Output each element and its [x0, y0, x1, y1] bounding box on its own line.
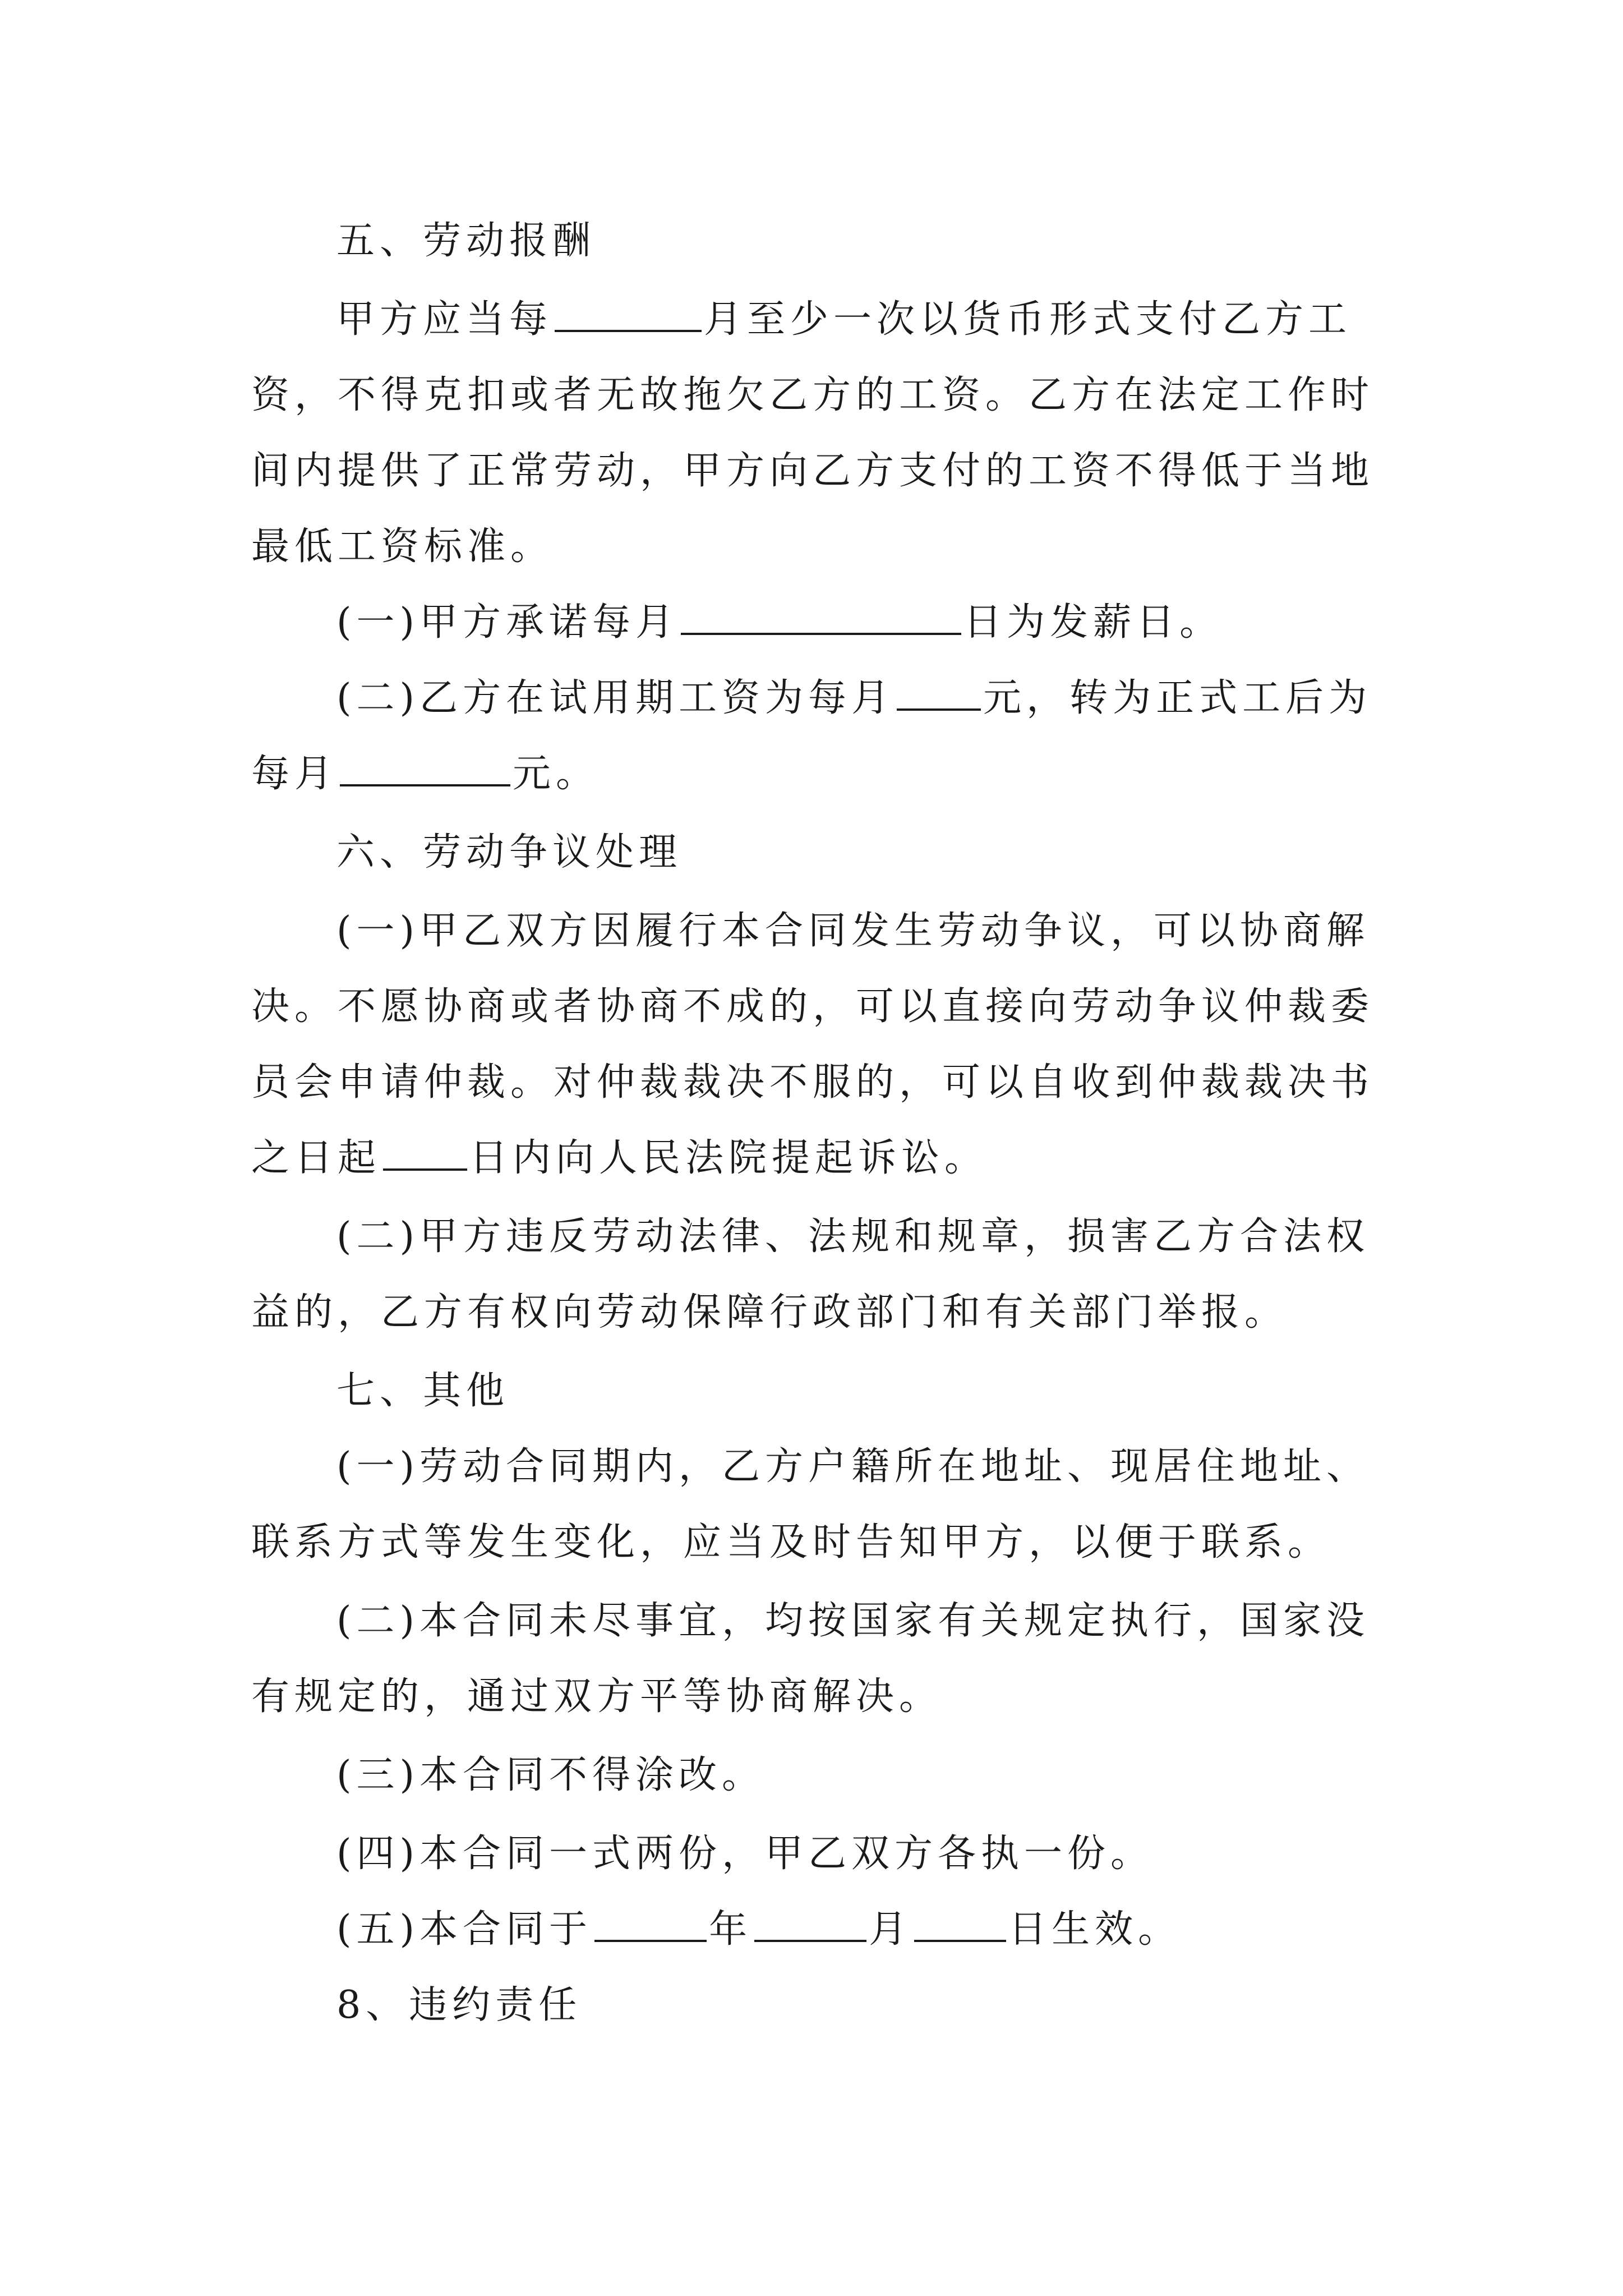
text-segment: 日内向人民法院提起诉讼。 — [469, 1136, 988, 1180]
paragraph-line — [251, 1057, 1401, 1108]
text-segment: (二)本合同未尽事宜，均按国家有关规定执行，国家没 — [336, 1599, 1370, 1643]
text-segment: (四)本合同一式两份，甲乙双方各执一份。 — [336, 1832, 1154, 1876]
text-segment: (一)甲乙双方因履行本合同发生劳动争议，可以协商解 — [336, 909, 1370, 953]
text-segment: 日生效。 — [1008, 1907, 1182, 1952]
text-segment: (一)甲方承诺每月 — [336, 600, 679, 645]
list-item — [336, 1750, 1486, 1801]
list-item — [336, 906, 1486, 956]
text-segment: 年 — [709, 1907, 753, 1952]
paragraph-line — [251, 370, 1401, 421]
text-segment: (五)本合同于 — [336, 1907, 593, 1952]
text-segment: 元，转为正式工后为 — [983, 676, 1372, 720]
blank-field-day — [914, 1905, 1006, 1942]
heading-text: 8、违约责任 — [336, 1983, 582, 2027]
text-segment: 资，不得克扣或者无故拖欠乙方的工资。乙方在法定工作时 — [251, 373, 1375, 417]
list-item — [336, 1212, 1486, 1262]
list-item — [336, 1596, 1486, 1646]
blank-field-year — [594, 1905, 707, 1942]
text-segment: 甲方应当每 — [336, 297, 553, 342]
section-heading-labor-dispute — [336, 827, 1486, 878]
paragraph-line — [251, 446, 1401, 496]
blank-field-trial-wage — [897, 674, 981, 711]
text-segment: 间内提供了正常劳动，甲方向乙方支付的工资不得低于当地 — [251, 449, 1375, 493]
text-segment: 员会申请仲裁。对仲裁裁决不服的，可以自收到仲裁裁决书 — [251, 1060, 1375, 1105]
paragraph-line — [251, 1133, 1401, 1184]
text-segment: 月至少一次以货币形式支付乙方工 — [704, 297, 1352, 342]
paragraph-line — [251, 749, 1401, 799]
list-item — [336, 597, 1486, 648]
section-heading-liability — [336, 1980, 1486, 2031]
heading-text: 五、劳动报酬 — [336, 219, 596, 263]
text-segment: 益的，乙方有权向劳动保障行政部门和有关部门举报。 — [251, 1290, 1288, 1335]
text-segment: 有规定的，通过双方平等协商解决。 — [251, 1674, 943, 1719]
text-segment: 元。 — [513, 752, 600, 796]
blank-field-formal-wage — [340, 749, 510, 786]
blank-field-payday — [681, 598, 961, 635]
text-segment: (一)劳动合同期内，乙方户籍所在地址、现居住地址、 — [336, 1444, 1370, 1489]
text-segment: 联系方式等发生变化，应当及时告知甲方，以便于联系。 — [251, 1520, 1331, 1565]
list-item — [336, 1829, 1486, 1879]
paragraph-line — [251, 522, 1401, 572]
text-segment: 日为发薪日。 — [963, 600, 1223, 645]
list-item — [336, 1904, 1486, 1955]
list-item — [336, 673, 1486, 724]
text-segment: 决。不愿协商或者协商不成的，可以直接向劳动争议仲裁委 — [251, 984, 1375, 1029]
blank-field-days — [383, 1134, 467, 1171]
section-heading-labor-remuneration — [336, 216, 1486, 266]
list-item — [336, 1442, 1486, 1492]
text-segment: 最低工资标准。 — [251, 524, 554, 569]
text-segment: (二)乙方在试用期工资为每月 — [336, 676, 895, 720]
paragraph-line — [251, 1517, 1401, 1568]
paragraph-line — [251, 1672, 1401, 1722]
text-segment: (三)本合同不得涂改。 — [336, 1753, 766, 1797]
text-segment: (二)甲方违反劳动法律、法规和规章，损害乙方合法权 — [336, 1214, 1370, 1259]
heading-text: 七、其他 — [336, 1369, 510, 1413]
blank-field-month — [754, 1905, 866, 1942]
blank-field-pay-frequency — [555, 295, 702, 332]
paragraph-line — [251, 1287, 1401, 1338]
paragraph-line — [251, 982, 1401, 1032]
paragraph-line — [336, 295, 1486, 345]
text-segment: 之日起 — [251, 1136, 381, 1180]
section-heading-other — [336, 1366, 1486, 1416]
text-segment: 月 — [869, 1907, 912, 1952]
heading-text: 六、劳动争议处理 — [336, 830, 683, 875]
text-segment: 每月 — [251, 752, 338, 796]
